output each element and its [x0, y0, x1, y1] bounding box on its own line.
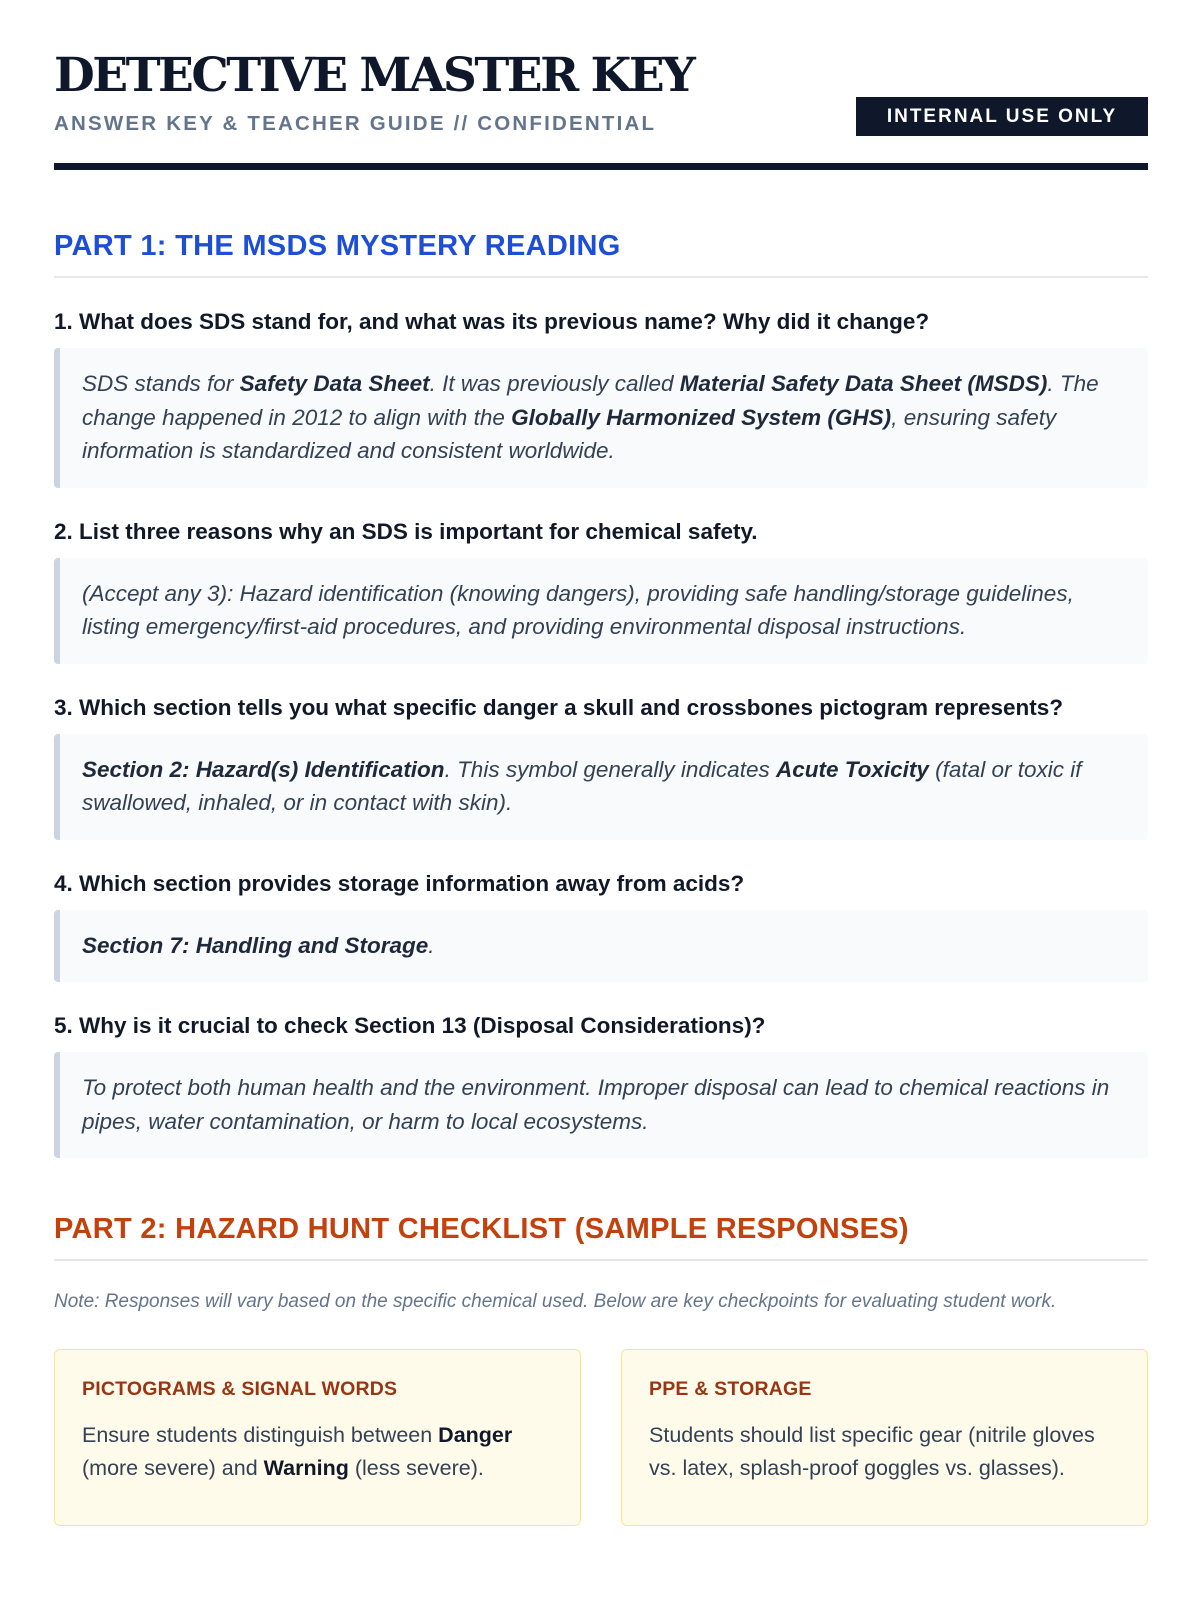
part1-title: PART 1: THE MSDS MYSTERY READING — [54, 232, 1148, 278]
answer-key-page — [54, 0, 1148, 1526]
answer-box — [54, 348, 1148, 488]
answer-text: (fatal or toxic if swallowed, inhaled, or in contact with skin). — [82, 756, 1082, 815]
document-subtitle: ANSWER KEY & TEACHER GUIDE // CONFIDENTIAL — [54, 112, 657, 135]
card-body — [649, 1419, 1121, 1485]
question-4 — [54, 870, 1148, 983]
question-text: 5. Why is it crucial to check Section 13 (Disposal Considerations)? — [54, 1013, 766, 1038]
answer-text: (more severe) and — [82, 1456, 264, 1480]
answer-text: . It was previously called — [429, 371, 680, 396]
question-text: 1. What does SDS stand for, and what was its previous name? Why did it change? — [54, 309, 930, 334]
emphasis-text: Warning — [263, 1456, 349, 1480]
part2-title: PART 2: HAZARD HUNT CHECKLIST (SAMPLE RESPONSES) — [54, 1215, 1148, 1261]
answer-box — [54, 1052, 1148, 1158]
card-body — [82, 1419, 554, 1485]
emphasis-text: Globally Harmonized System (GHS) — [511, 404, 892, 430]
card-title: PICTOGRAMS & SIGNAL WORDS — [82, 1378, 398, 1400]
answer-box — [54, 910, 1148, 983]
question-text: 2. List three reasons why an SDS is important for chemical safety. — [54, 518, 758, 544]
answer-box — [54, 734, 1148, 840]
card-pictograms-signal-words — [54, 1349, 581, 1526]
question-text: 4. Which section provides storage information away from acids? — [54, 870, 745, 896]
answer-text: (less severe). — [348, 1456, 484, 1480]
answer-text: , ensuring safety information is standardized and consistent worldwide. — [82, 404, 1057, 463]
question-1 — [54, 308, 1148, 488]
answer-text: SDS stands for — [82, 371, 240, 396]
document-header — [54, 0, 1148, 170]
answer-text: . The change happened in 2012 to align with the — [82, 371, 1099, 430]
emphasis-text: Danger — [438, 1423, 513, 1447]
emphasis-text: Section 7: Handling and Storage — [82, 932, 429, 958]
answer-text: (Accept any 3): Hazard identification (knowing dangers), providing safe handling/storage guidelines, listing emergency/first-aid procedures, and providing environmental disposal instructions. — [82, 580, 1074, 639]
emphasis-text: Safety Data Sheet — [239, 371, 430, 396]
emphasis-text: Acute Toxicity — [775, 756, 929, 782]
question-2 — [54, 518, 1148, 664]
answer-text: . — [428, 932, 435, 958]
answer-text: Students should list specific gear (nitrile gloves vs. latex, splash-proof goggles vs. glasses). — [649, 1423, 1095, 1480]
checklist-cards — [54, 1349, 1148, 1526]
answer-text: . This symbol generally indicates — [444, 756, 776, 782]
question-5 — [54, 1012, 1148, 1158]
answer-text: To protect both human health and the environment. Improper disposal can lead to chemical reactions in pipes, water contamination, or harm to local ecosystems. — [82, 1075, 1110, 1134]
part2-note: Note: Responses will vary based on the specific chemical used. Below are key checkpoints for evaluating student work. — [54, 1291, 1057, 1312]
emphasis-text: Section 2: Hazard(s) Identification — [82, 756, 445, 782]
answer-box — [54, 558, 1148, 664]
card-ppe-storage — [621, 1349, 1148, 1526]
header-divider — [54, 163, 1148, 170]
question-3 — [54, 694, 1148, 840]
question-text: 3. Which section tells you what specific danger a skull and crossbones pictogram represents? — [54, 694, 1064, 720]
card-title: PPE & STORAGE — [649, 1378, 812, 1400]
internal-use-badge: INTERNAL USE ONLY — [856, 97, 1148, 136]
document-title: DETECTIVE MASTER KEY — [54, 48, 694, 103]
answer-text: Ensure students distinguish between — [82, 1423, 439, 1447]
emphasis-text: Material Safety Data Sheet (MSDS) — [679, 371, 1048, 396]
